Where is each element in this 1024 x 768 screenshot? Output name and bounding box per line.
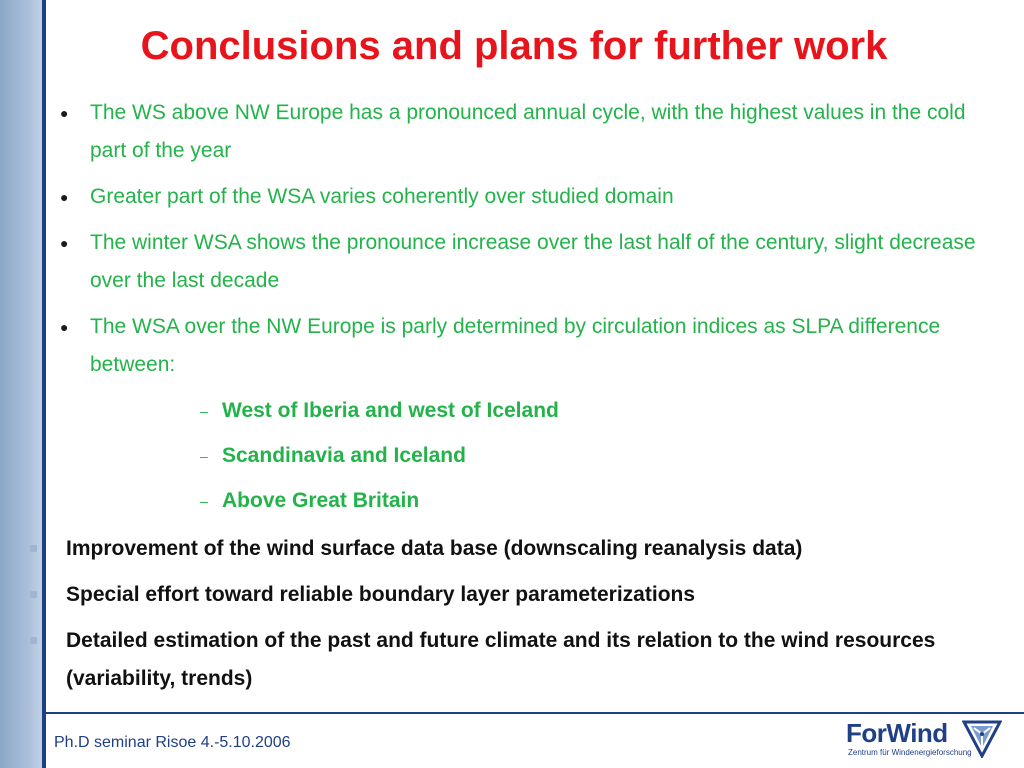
dash-icon: –	[200, 448, 208, 464]
logo-wordmark: ForWind	[846, 718, 948, 748]
bullet-icon: ●	[60, 105, 69, 121]
region-item	[60, 437, 980, 475]
region-text: Above Great Britain	[222, 489, 420, 512]
plan-item	[30, 576, 990, 614]
forwind-logo	[846, 718, 1006, 762]
wind-turbine-logo-icon	[962, 720, 1002, 758]
logo-tagline: Zentrum für Windenergieforschung	[848, 748, 972, 757]
region-text: West of Iberia and west of Iceland	[222, 399, 559, 422]
finding-text: The WS above NW Europe has a pronounced annual cycle, with the highest values in the cold part of the year	[90, 101, 966, 162]
finding-text: Greater part of the WSA varies coherently over studied domain	[90, 185, 674, 208]
seminar-footer: Ph.D seminar Risoe 4.-5.10.2006	[54, 734, 291, 751]
square-bullet-icon	[30, 591, 37, 598]
finding-item	[60, 94, 980, 170]
region-item	[60, 392, 980, 430]
dash-icon: –	[200, 403, 208, 419]
slpa-regions-list	[60, 392, 980, 520]
plan-item	[30, 622, 990, 698]
region-item	[60, 482, 980, 520]
square-bullet-icon	[30, 637, 37, 644]
plan-text: Special effort toward reliable boundary layer parameterizations	[66, 583, 696, 606]
findings-list	[60, 94, 980, 527]
region-text: Scandinavia and Iceland	[222, 444, 466, 467]
finding-item	[60, 224, 980, 300]
plan-text: Detailed estimation of the past and future climate and its relation to the wind resources (variability, trends)	[66, 629, 936, 690]
square-bullet-icon	[30, 545, 37, 552]
slide-title: Conclusions and plans for further work	[140, 24, 888, 68]
bullet-icon: ●	[60, 189, 69, 205]
bullet-icon: ●	[60, 319, 69, 335]
dash-icon: –	[200, 493, 208, 509]
finding-text: The winter WSA shows the pronounce increase over the last half of the century, slight decrease over the last decade	[90, 231, 976, 292]
plans-list	[30, 530, 990, 706]
finding-item	[60, 308, 980, 384]
bullet-icon: ●	[60, 235, 69, 251]
plan-item	[30, 530, 990, 568]
finding-item	[60, 178, 980, 216]
finding-text: The WSA over the NW Europe is parly determined by circulation indices as SLPA difference between:	[90, 315, 941, 376]
plan-text: Improvement of the wind surface data base (downscaling reanalysis data)	[66, 537, 803, 560]
footer-divider	[44, 712, 1024, 714]
